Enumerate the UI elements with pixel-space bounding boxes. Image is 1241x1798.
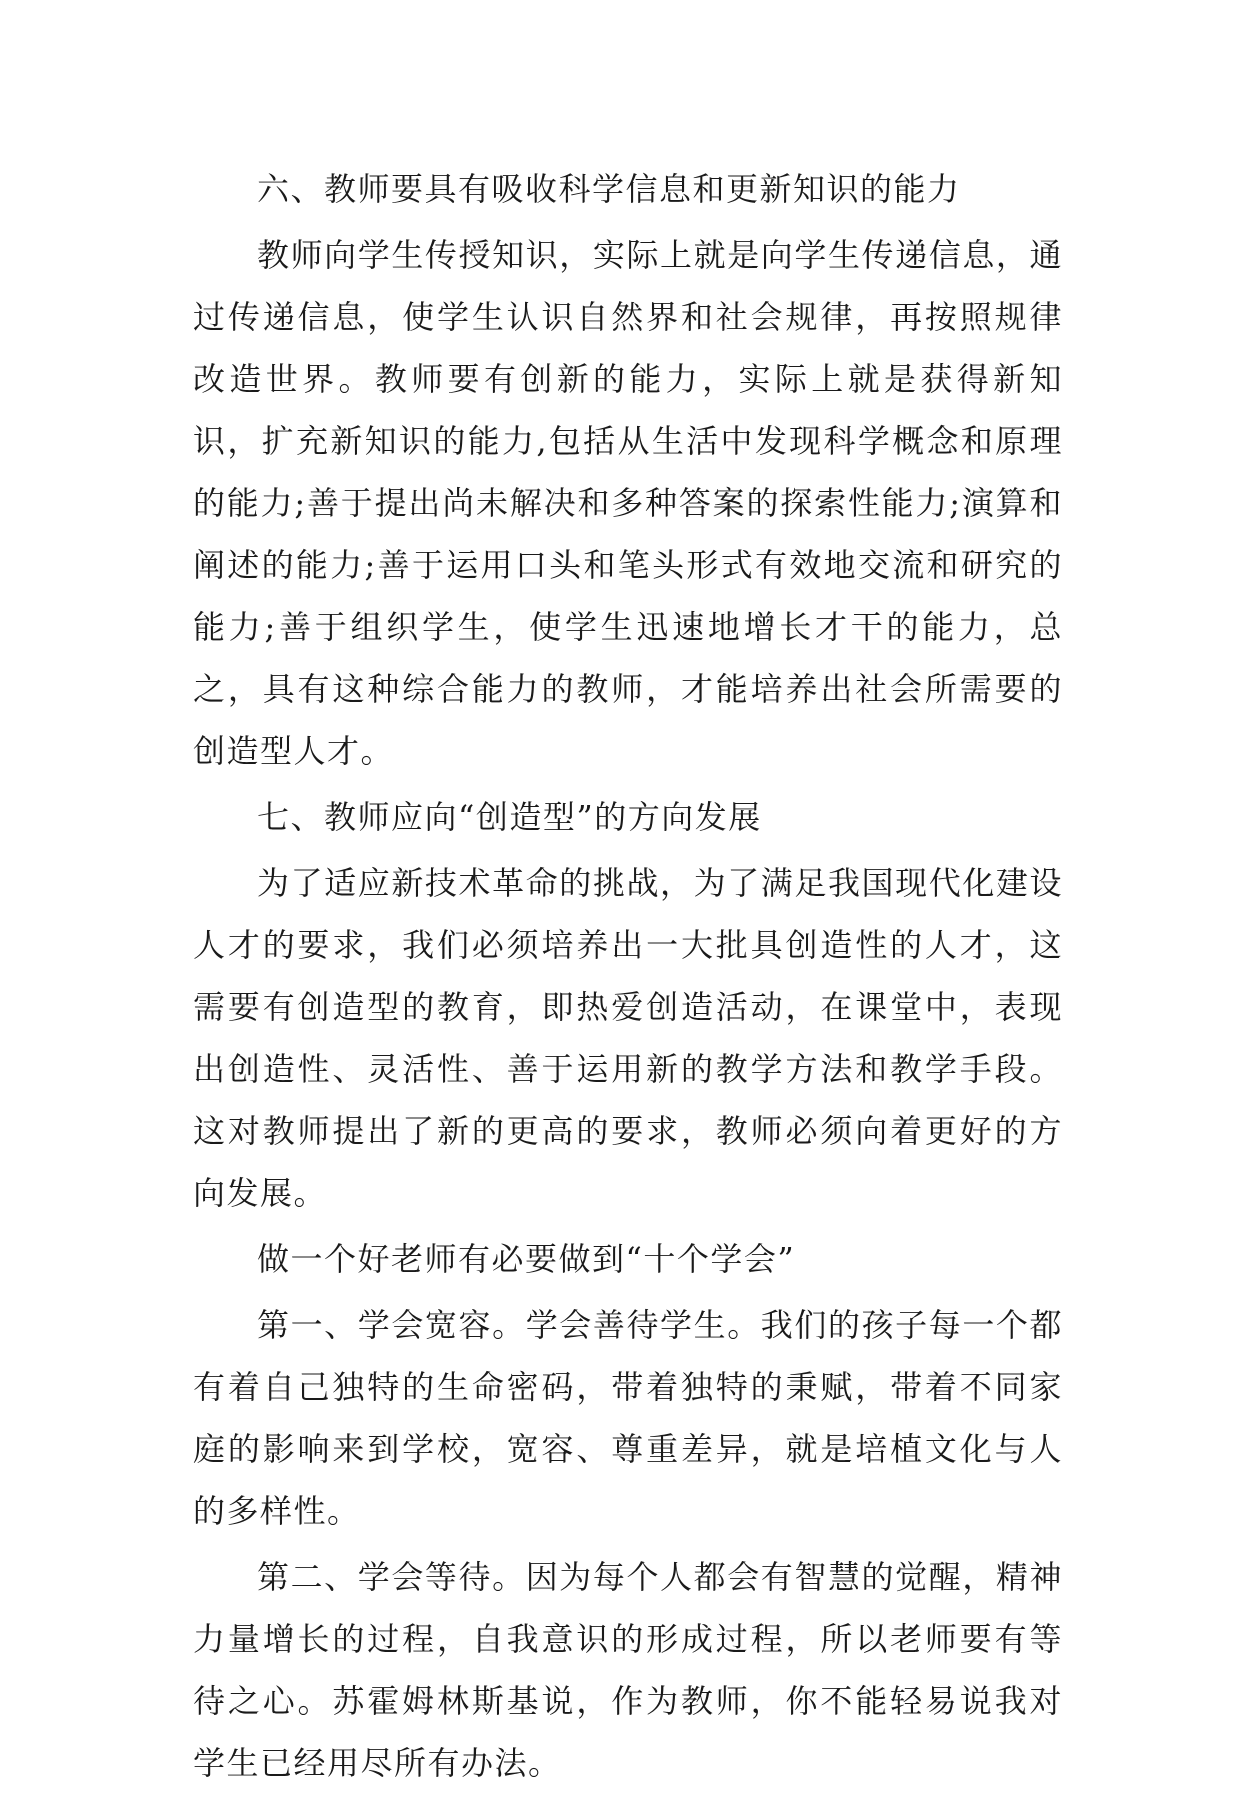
section-heading-ten-skills: 做一个好老师有必要做到“十个学会” xyxy=(257,1240,796,1278)
paragraph-learn-patience: 第二、学会等待。因为每个人都会有智慧的觉醒，精神力量增长的过程，自我意识的形成过程，所以老师要有等待之心。苏霍姆林斯基说，作为教师，你不能轻易说我对学生已经用尽所有办法。 xyxy=(193,1558,1063,1782)
section-heading-six: 六、教师要具有吸收科学信息和更新知识的能力 xyxy=(257,170,961,208)
paragraph-learn-tolerance: 第一、学会宽容。学会善待学生。我们的孩子每一个都有着自己独特的生命密码，带着独特的秉赋，带着不同家庭的影响来到学校，宽容、尊重差异，就是培植文化与人的多样性。 xyxy=(193,1306,1063,1530)
document-body xyxy=(193,158,1063,1798)
paragraph-knowledge-ability: 教师向学生传授知识，实际上就是向学生传递信息，通过传递信息，使学生认识自然界和社会规律，再按照规律改造世界。教师要有创新的能力，实际上就是获得新知识，扩充新知识的能力,包括从生活中发现科学概念和原理的能力;善于提出尚未解决和多种答案的探索性能力;演算和阐述的能力;善于运用口头和笔头形式有效地交流和研究的能力;善于组织学生，使学生迅速地增长才干的能力，总之，具有这种综合能力的教师，才能培养出社会所需要的创造型人才。 xyxy=(193,236,1063,770)
section-heading-seven: 七、教师应向“创造型”的方向发展 xyxy=(257,798,762,836)
paragraph-creative-teacher: 为了适应新技术革命的挑战，为了满足我国现代化建设人才的要求，我们必须培养出一大批具创造性的人才，这需要有创造型的教育，即热爱创造活动，在课堂中，表现出创造性、灵活性、善于运用新的教学方法和教学手段。这对教师提出了新的更高的要求，教师必须向着更好的方向发展。 xyxy=(193,864,1063,1212)
